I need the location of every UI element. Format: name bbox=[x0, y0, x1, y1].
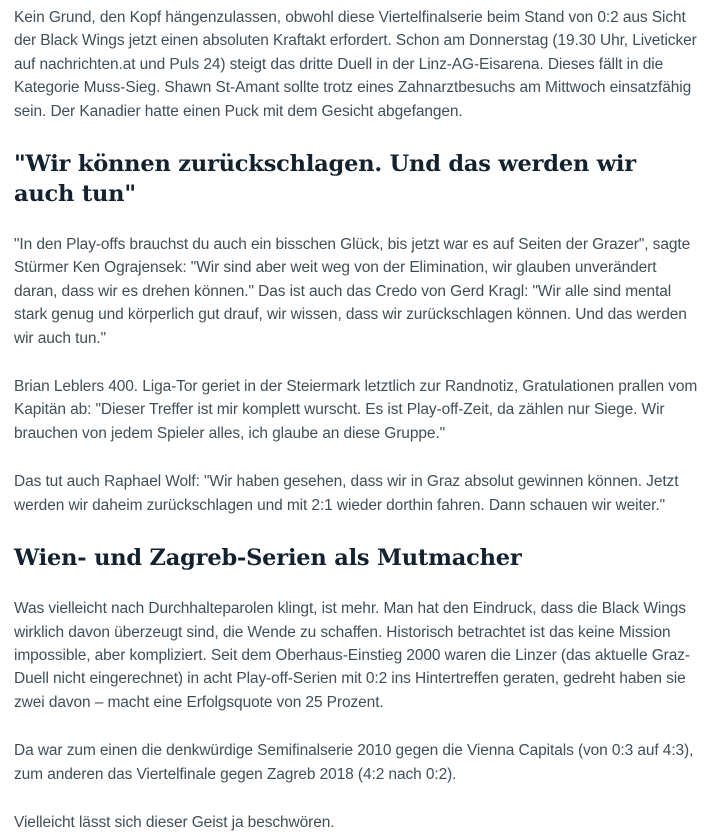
section-heading-quote: "Wir können zurückschlagen. Und das werden wir auch tun" bbox=[14, 151, 636, 208]
article-paragraph-wolf: Das tut auch Raphael Wolf: "Wir haben gesehen, dass wir in Graz absolut gewinnen können. Jetzt werden wir daheim zurückschlagen und mit 2:1 wieder dorthin fahren. Dann schauen wir weiter." bbox=[14, 473, 679, 514]
article-paragraph-lebler: Brian Leblers 400. Liga-Tor geriet in der Steiermark letztlich zur Randnotiz, Gratulationen prallen vom Kapitän ab: "Dieser Treffer ist mir komplett wurscht. Es ist Play-off-Zeit, da zählen nur Siege. Wir brauchen von jedem Spieler alles, ich glaube an diese Gruppe." bbox=[14, 378, 698, 442]
article-paragraph-ograjensek-kragl: "In den Play-offs brauchst du auch ein bisschen Glück, bis jetzt war es auf Seiten der Grazer", sagte Stürmer Ken Ograjensek: "Wir sind aber weit weg von der Elimination, wir glauben unverändert daran, dass wir es drehen können." Das ist auch das Credo von Gerd Kragl: "Wir alle sind mental stark genug und körperlich gut drauf, wir wissen, dass wir zurückschlagen können. Und das werden wir auch tun." bbox=[14, 236, 691, 347]
article-paragraph-history: Was vielleicht nach Durchhalteparolen klingt, ist mehr. Man hat den Eindruck, dass die Black Wings wirklich davon überzeugt sind, die Wende zu schaffen. Historisch betrachtet ist das keine Mission impossible, aber kompliziert. Seit dem Oberhaus-Einstieg 2000 waren die Linzer (das aktuelle Graz-Duell nicht eingerechnet) in acht Play-off-Serien mit 0:2 ins Hintertreffen geraten, gedreht haben sie zwei davon – macht eine Erfolgsquote von 25 Prozent. bbox=[14, 600, 690, 711]
section-heading-mutmacher: Wien- und Zagreb-Serien als Mutmacher bbox=[14, 545, 522, 572]
article-paragraph-intro: Kein Grund, den Kopf hängenzulassen, obwohl diese Viertelfinalserie beim Stand von 0:2 aus Sicht der Black Wings jetzt einen absoluten Kraftakt erfordert. Schon am Donnerstag (19.30 Uhr, Liveticker auf nachrichten.at und Puls 24) steigt das dritte Duell in der Linz-AG-Eisarena. Dieses fällt in die Kategorie Muss-Sieg. Shawn St-Amant sollte trotz eines Zahnarztbesuchs am Mittwoch einsatzfähig sein. Der Kanadier hatte einen Puck mit dem Gesicht abgefangen. bbox=[14, 9, 697, 120]
article-paragraph-comebacks: Da war zum einen die denkwürdige Semifinalserie 2010 gegen die Vienna Capitals (von 0:3 auf 4:3), zum anderen das Viertelfinale gegen Zagreb 2018 (4:2 nach 0:2). bbox=[14, 742, 694, 783]
article-paragraph-outro: Vielleicht lässt sich dieser Geist ja beschwören. bbox=[14, 813, 335, 831]
